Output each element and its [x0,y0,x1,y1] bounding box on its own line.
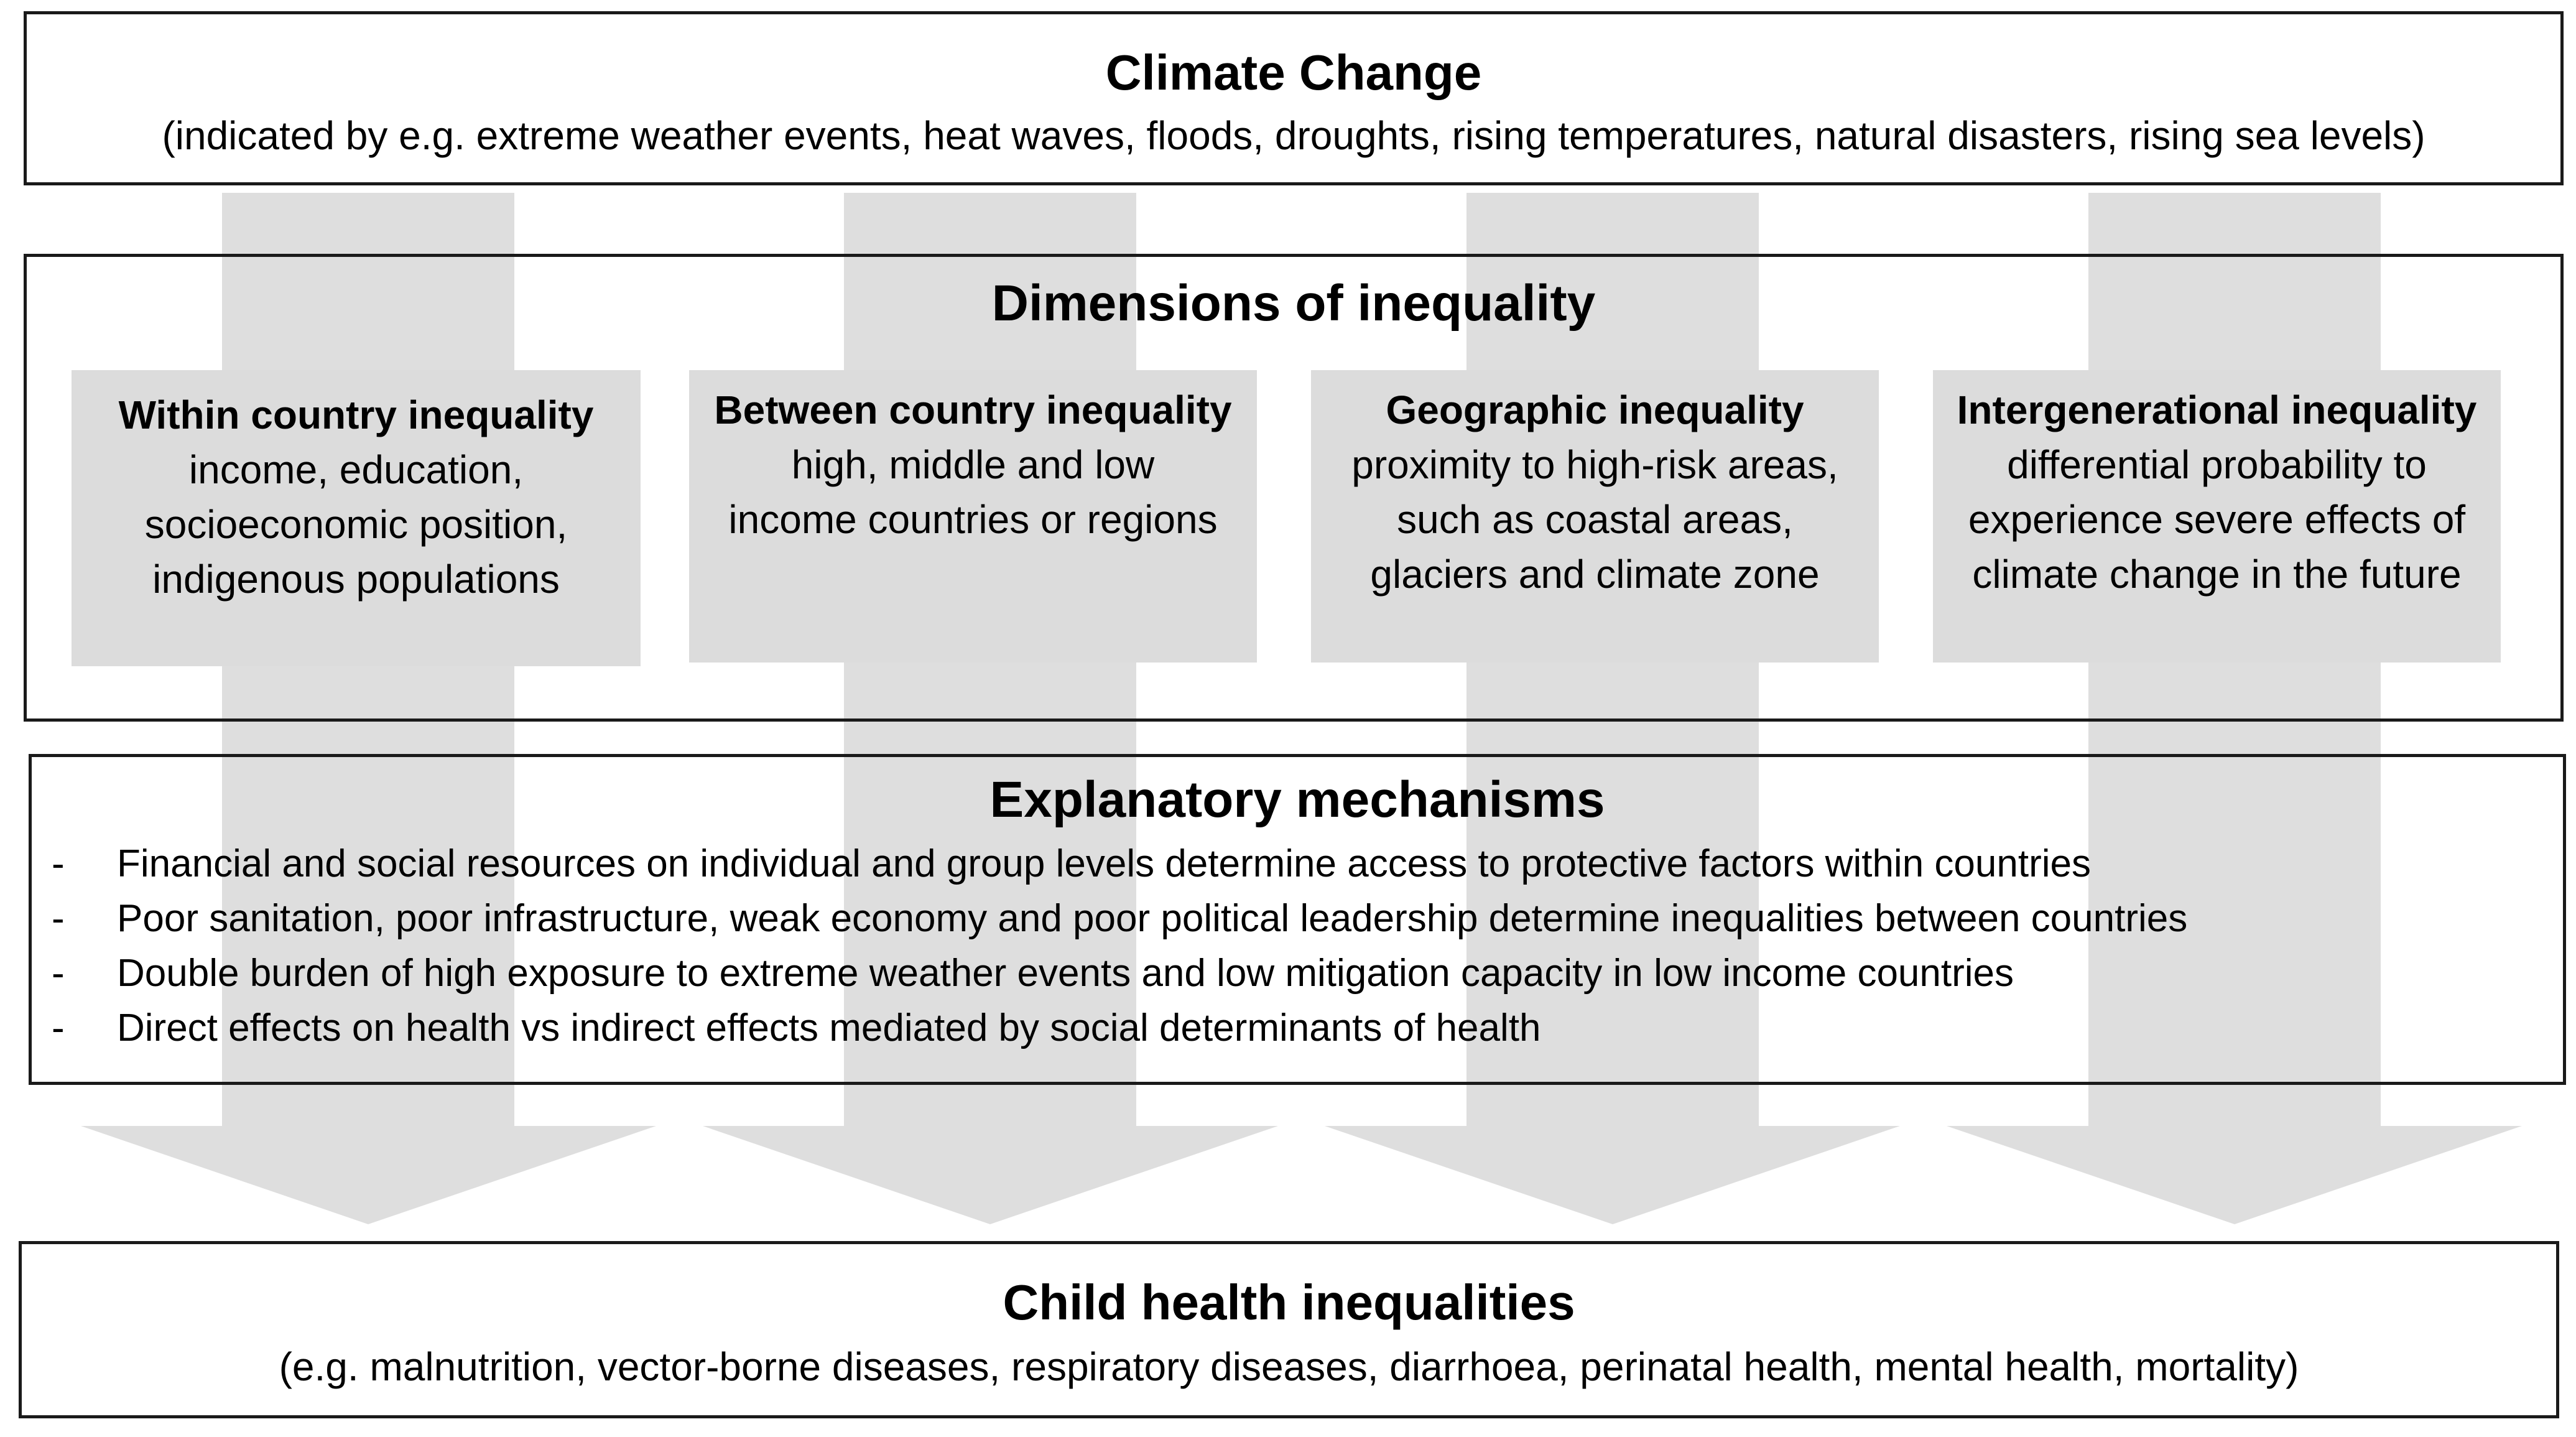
climate-change-subtitle: (indicated by e.g. extreme weather events, heat waves, floods, droughts, rising temperatures, natural disasters, rising sea levels) [162,113,2425,158]
climate-change-box [24,11,2564,185]
dimension-line: income countries or regions [728,497,1218,542]
dimension-heading: Intergenerational inequality [1957,388,2477,432]
dimension-line: experience severe effects of [1968,497,2466,542]
mechanism-text: Financial and social resources on individual and group levels determine access to protective factors within countries [117,842,2091,885]
arrow-head-4 [1947,1126,2522,1224]
mechanisms-list [32,837,2563,1056]
dimension-line: income, education, [188,447,524,492]
dimension-line: glaciers and climate zone [1370,552,1820,597]
dimension-line: climate change in the future [1972,552,2462,597]
dimension-card-geographic [1311,370,1879,663]
dimension-heading: Between country inequality [714,388,1232,432]
climate-change-title: Climate Change [1105,45,1482,100]
bullet-dash: - [52,842,65,885]
bullet-dash: - [52,952,65,995]
dimension-card-between-country [689,370,1257,663]
mechanism-item [32,946,2563,1001]
mechanisms-box [29,754,2566,1085]
dimension-line: high, middle and low [791,442,1155,487]
mechanisms-title: Explanatory mechanisms [989,771,1605,828]
arrow-head-1 [81,1126,656,1224]
dimension-line: proximity to high-risk areas, [1351,442,1838,487]
dimension-heading: Geographic inequality [1386,388,1804,432]
mechanism-text: Double burden of high exposure to extreme weather events and low mitigation capacity in low income countries [117,952,2014,995]
child-health-title: Child health inequalities [1003,1275,1575,1330]
dimensions-title: Dimensions of inequality [991,275,1596,332]
bullet-dash: - [52,1007,65,1049]
dimension-card-intergenerational [1933,370,2501,663]
mechanism-item [32,891,2563,946]
dimension-line: such as coastal areas, [1397,497,1793,542]
dimension-heading: Within country inequality [118,393,594,437]
bullet-dash: - [52,897,65,940]
mechanism-item [32,1001,2563,1056]
mechanism-text: Direct effects on health vs indirect effects mediated by social determinants of health [117,1007,1541,1049]
dimension-line: indigenous populations [152,557,560,602]
child-health-box [19,1241,2559,1418]
child-health-subtitle: (e.g. malnutrition, vector-borne diseases, respiratory diseases, diarrhoea, perinatal health, mental health, mortality) [279,1344,2299,1389]
arrow-head-3 [1325,1126,1900,1224]
dimension-line: socioeconomic position, [144,502,568,547]
dimension-card-within-country [72,370,641,666]
mechanism-text: Poor sanitation, poor infrastructure, weak economy and poor political leadership determine inequalities between countries [117,897,2188,940]
mechanism-item [32,837,2563,891]
dimension-line: differential probability to [2007,442,2427,487]
arrow-head-2 [703,1126,1278,1224]
